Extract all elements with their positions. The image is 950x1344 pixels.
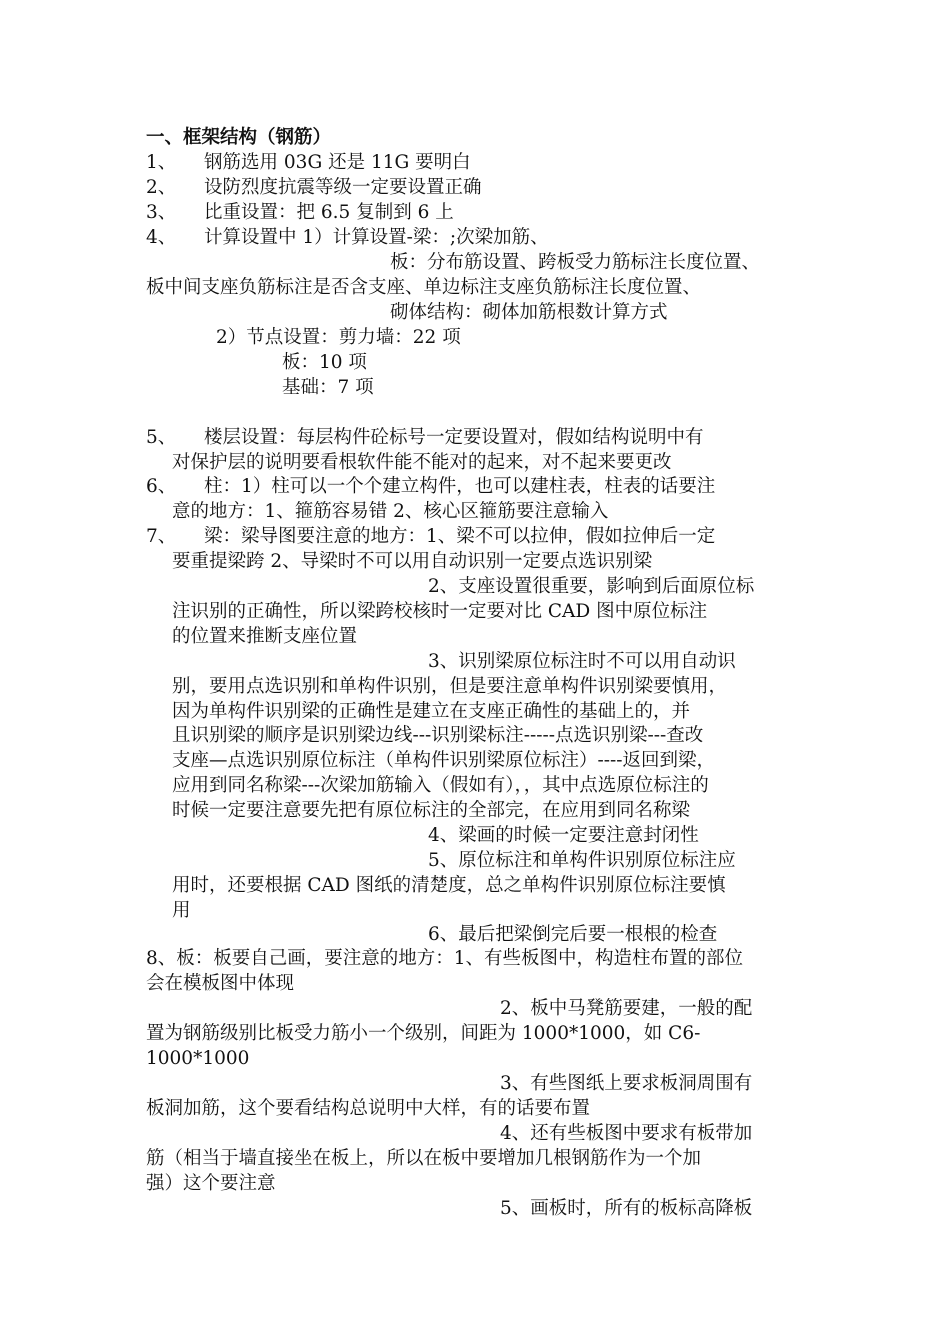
text-line: 8、板：板要自己画，要注意的地方：1、有些板图中，构造柱布置的部位: [146, 948, 744, 969]
text-line: 5、原位标注和单构件识别原位标注应: [428, 850, 736, 871]
text-line: 砌体结构：砌体加筋根数计算方式: [390, 302, 668, 323]
text-line: 对保护层的说明要看根软件能不能对的起来，对不起来要更改: [172, 452, 672, 473]
text-line: 板洞加筋，这个要看结构总说明中大样，有的话要布置: [146, 1098, 591, 1119]
text-line: 5、 楼层设置：每层构件砼标号一定要设置对，假如结构说明中有: [146, 427, 704, 448]
text-line: 意的地方：1、箍筋容易错 2、核心区箍筋要注意输入: [172, 501, 609, 522]
text-line: 4、 计算设置中 1）计算设置-梁：;次梁加筋、: [146, 227, 549, 248]
text-line: 置为钢筋级别比板受力筋小一个级别，间距为 1000*1000，如 C6-: [146, 1023, 701, 1044]
text-line: 2、板中马凳筋要建，一般的配: [500, 998, 753, 1019]
text-line: 用: [172, 900, 191, 921]
text-line: 支座—点选识别原位标注（单构件识别梁原位标注）----返回到梁，: [172, 750, 716, 771]
text-line: 4、还有些板图中要求有板带加: [500, 1123, 753, 1144]
text-line: 板中间支座负筋标注是否含支座、单边标注支座负筋标注长度位置、: [146, 277, 702, 298]
text-line: 2）节点设置：剪力墙：22 项: [216, 327, 461, 348]
text-line: 要重提梁跨 2、导梁时不可以用自动识别一定要点选识别梁: [172, 551, 653, 572]
text-line: 注识别的正确性，所以梁跨校核时一定要对比 CAD 图中原位标注: [172, 601, 708, 622]
text-line: 用时，还要根据 CAD 图纸的清楚度，总之单构件识别原位标注要慎: [172, 875, 726, 896]
text-line: 7、 梁：梁导图要注意的地方：1、梁不可以拉伸，假如拉伸后一定: [146, 526, 716, 547]
text-line: 5、画板时，所有的板标高降板: [500, 1198, 753, 1219]
text-line: 1000*1000: [146, 1048, 250, 1069]
text-line: 2、支座设置很重要，影响到后面原位标: [428, 576, 755, 597]
text-line: 会在模板图中体现: [146, 973, 295, 994]
text-line: 4、梁画的时候一定要注意封闭性: [428, 825, 699, 846]
text-line: 筋（相当于墙直接坐在板上，所以在板中要增加几根钢筋作为一个加: [146, 1148, 702, 1169]
text-line: 3、识别梁原位标注时不可以用自动识: [428, 651, 736, 672]
text-line: 强）这个要注意: [146, 1173, 276, 1194]
text-line: 的位置来推断支座位置: [172, 626, 358, 647]
text-line: 6、最后把梁倒完后要一根根的检查: [428, 924, 718, 945]
text-line: 3、 比重设置：把 6.5 复制到 6 上: [146, 202, 454, 223]
text-line: 时候一定要注意要先把有原位标注的全部完，在应用到同名称梁: [172, 800, 691, 821]
text-line: 1、 钢筋选用 03G 还是 11G 要明白: [146, 152, 471, 173]
text-line: 6、 柱：1）柱可以一个个建立构件，也可以建柱表，柱表的话要注: [146, 476, 716, 497]
text-line: 2、 设防烈度抗震等级一定要设置正确: [146, 177, 482, 198]
text-line: 基础：7 项: [282, 377, 374, 398]
text-line: 别，要用点选识别和单构件识别，但是要注意单构件识别梁要慎用，: [172, 676, 728, 697]
text-line: 因为单构件识别梁的正确性是建立在支座正确性的基础上的，并: [172, 701, 691, 722]
section-heading: 一、框架结构（钢筋）: [146, 127, 332, 148]
text-line: 板：10 项: [282, 352, 367, 373]
text-line: 3、有些图纸上要求板洞周围有: [500, 1073, 753, 1094]
text-line: 且识别梁的顺序是识别梁边线---识别梁标注-----点选识别梁---查改: [172, 725, 704, 746]
text-line: 板：分布筋设置、跨板受力筋标注长度位置、: [390, 252, 761, 273]
text-line: 应用到同名称梁---次梁加筋输入（假如有），，其中点选原位标注的: [172, 775, 709, 796]
